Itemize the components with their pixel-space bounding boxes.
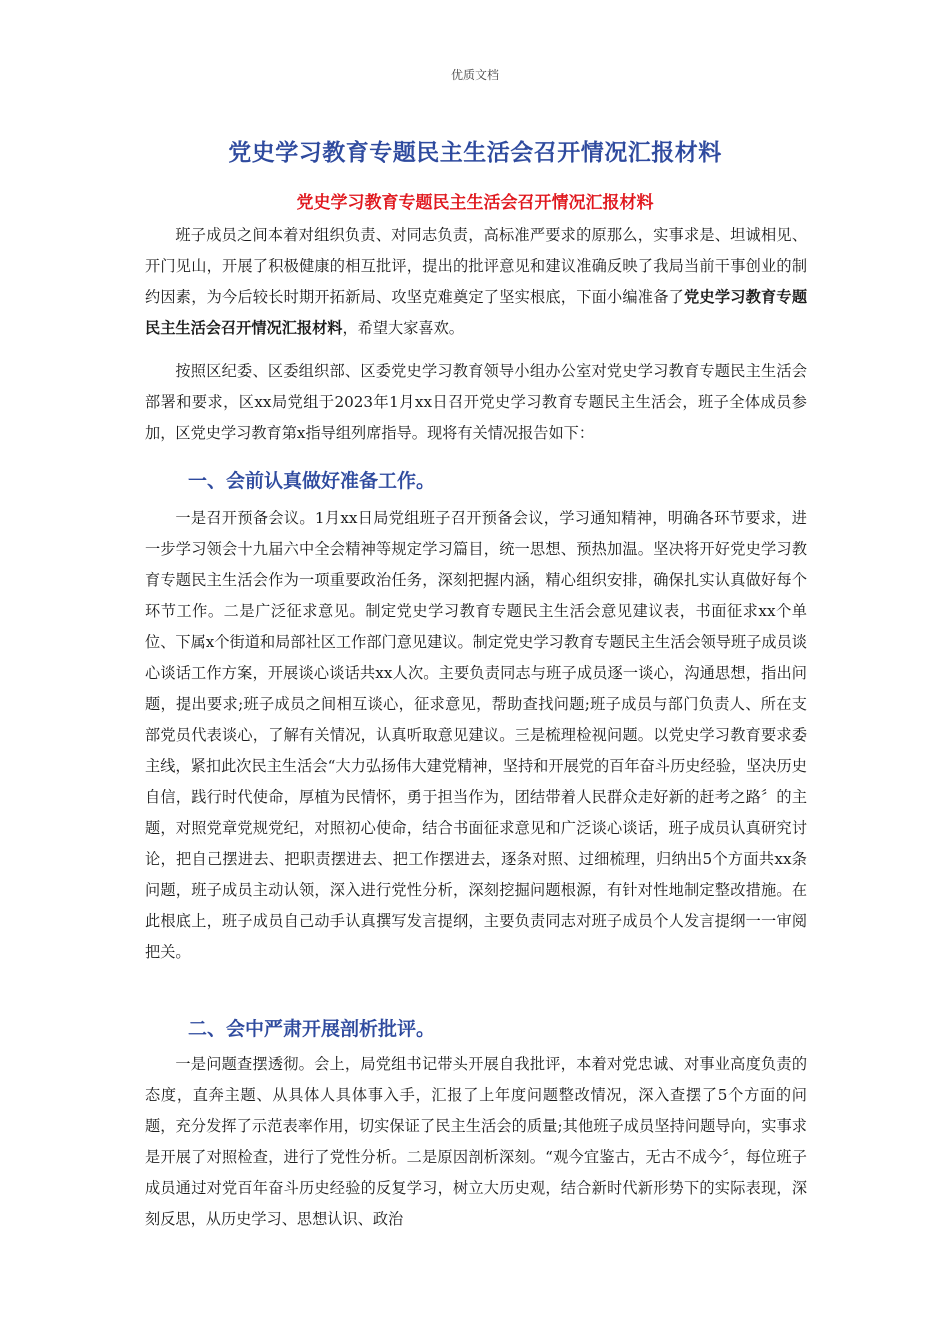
page-subtitle: 党史学习教育专题民主生活会召开情况汇报材料: [296, 193, 654, 213]
intro-paragraph: [145, 220, 807, 344]
section-body: 一是问题查摆透彻。会上，局党组书记带头开展自我批评，本着对党忠诚、对事业高度负责的态度，直奔主题、从具体人具体事入手，汇报了上年度问题整改情况，深入查摆了5个方面的问题，充分发挥了示范表率作用，切实保证了民主生活会的质量;其他班子成员坚持问题导向，实事求是开展了对照检查，进行了党性分析。二是原因剖析深刻。“观今宜鉴古，无古不成今〞，每位班子成员通过对党百年奋斗历史经验的反复学习，树立大历史观，结合新时代新形势下的实际表现，深刻反思，从历史学习、思想认识、政治: [145, 1055, 807, 1228]
section-heading: 一、会前认真做好准备工作。: [188, 470, 436, 492]
page-title: 党史学习教育专题民主生活会召开情况汇报材料: [228, 140, 722, 166]
section-body: 一是召开预备会议。1月xx日局党组班子召开预备会议，学习通知精神，明确各环节要求，进一步学习领会十九届六中全会精神等规定学习篇目，统一思想、预热加温。坚决将开好党史学习教育专题民主生活会作为一项重要政治任务，深刻把握内涵，精心组织安排，确保扎实认真做好每个环节工作。二是广泛征求意见。制定党史学习教育专题民主生活会意见建议表，书面征求xx个单位、下属x个街道和局部社区工作部门意见建议。制定党史学习教育专题民主生活会领导班子成员谈心谈话工作方案，开展谈心谈话共xx人次。主要负责同志与班子成员逐一谈心，沟通思想，指出问题，提出要求;班子成员之间相互谈心，征求意见，帮助查找问题;班子成员与部门负责人、所在支部党员代表谈心，了解有关情况，认真听取意见建议。三是梳理检视问题。以党史学习教育要求委主线，紧扣此次民主生活会“大力弘扬伟大建党精神，坚持和开展党的百年奋斗历史经验，坚决历史自信，践行时代使命，厚植为民情怀，勇于担当作为，团结带着人民群众走好新的赶考之路〞的主题，对照党章党规党纪，对照初心使命，结合书面征求意见和广泛谈心谈话，班子成员认真研究讨论，把自己摆进去、把职责摆进去、把工作摆进去，逐条对照、过细梳理，归纳出5个方面共xx条问题，班子成员主动认领，深入进行党性分析，深刻挖掘问题根源，有针对性地制定整改措施。在此根底上，班子成员自己动手认真撰写发言提纲，主要负责同志对班子成员个人发言提纲一一审阅把关。: [145, 509, 807, 961]
intro-closing-text: ，希望大家喜欢。: [342, 319, 464, 337]
intro-bold-text: 党史学习教育专题民主生活会召开情况汇报材料: [145, 288, 808, 337]
section-heading: 二、会中严肃开展剖析批评。: [188, 1018, 436, 1040]
header-label: 优质文档: [450, 68, 499, 82]
intro-text: 班子成员之间本着对组织负责、对同志负责，高标准严要求的原那么，实事求是、坦诚相见、开门见山，开展了积极健康的相互批评，提出的批评意见和建议准确反映了我局当前干事创业的制约因素，为今后较长时期开拓新局、攻坚克难奠定了坚实根底，下面小编准备了: [145, 226, 807, 306]
overview-paragraph: 按照区纪委、区委组织部、区委党史学习教育领导小组办公室对党史学习教育专题民主生活会部署和要求，区xx局党组于2023年1月xx日召开党史学习教育专题民主生活会，班子全体成员参加，区党史学习教育第x指导组列席指导。现将有关情况报告如下：: [145, 362, 807, 442]
